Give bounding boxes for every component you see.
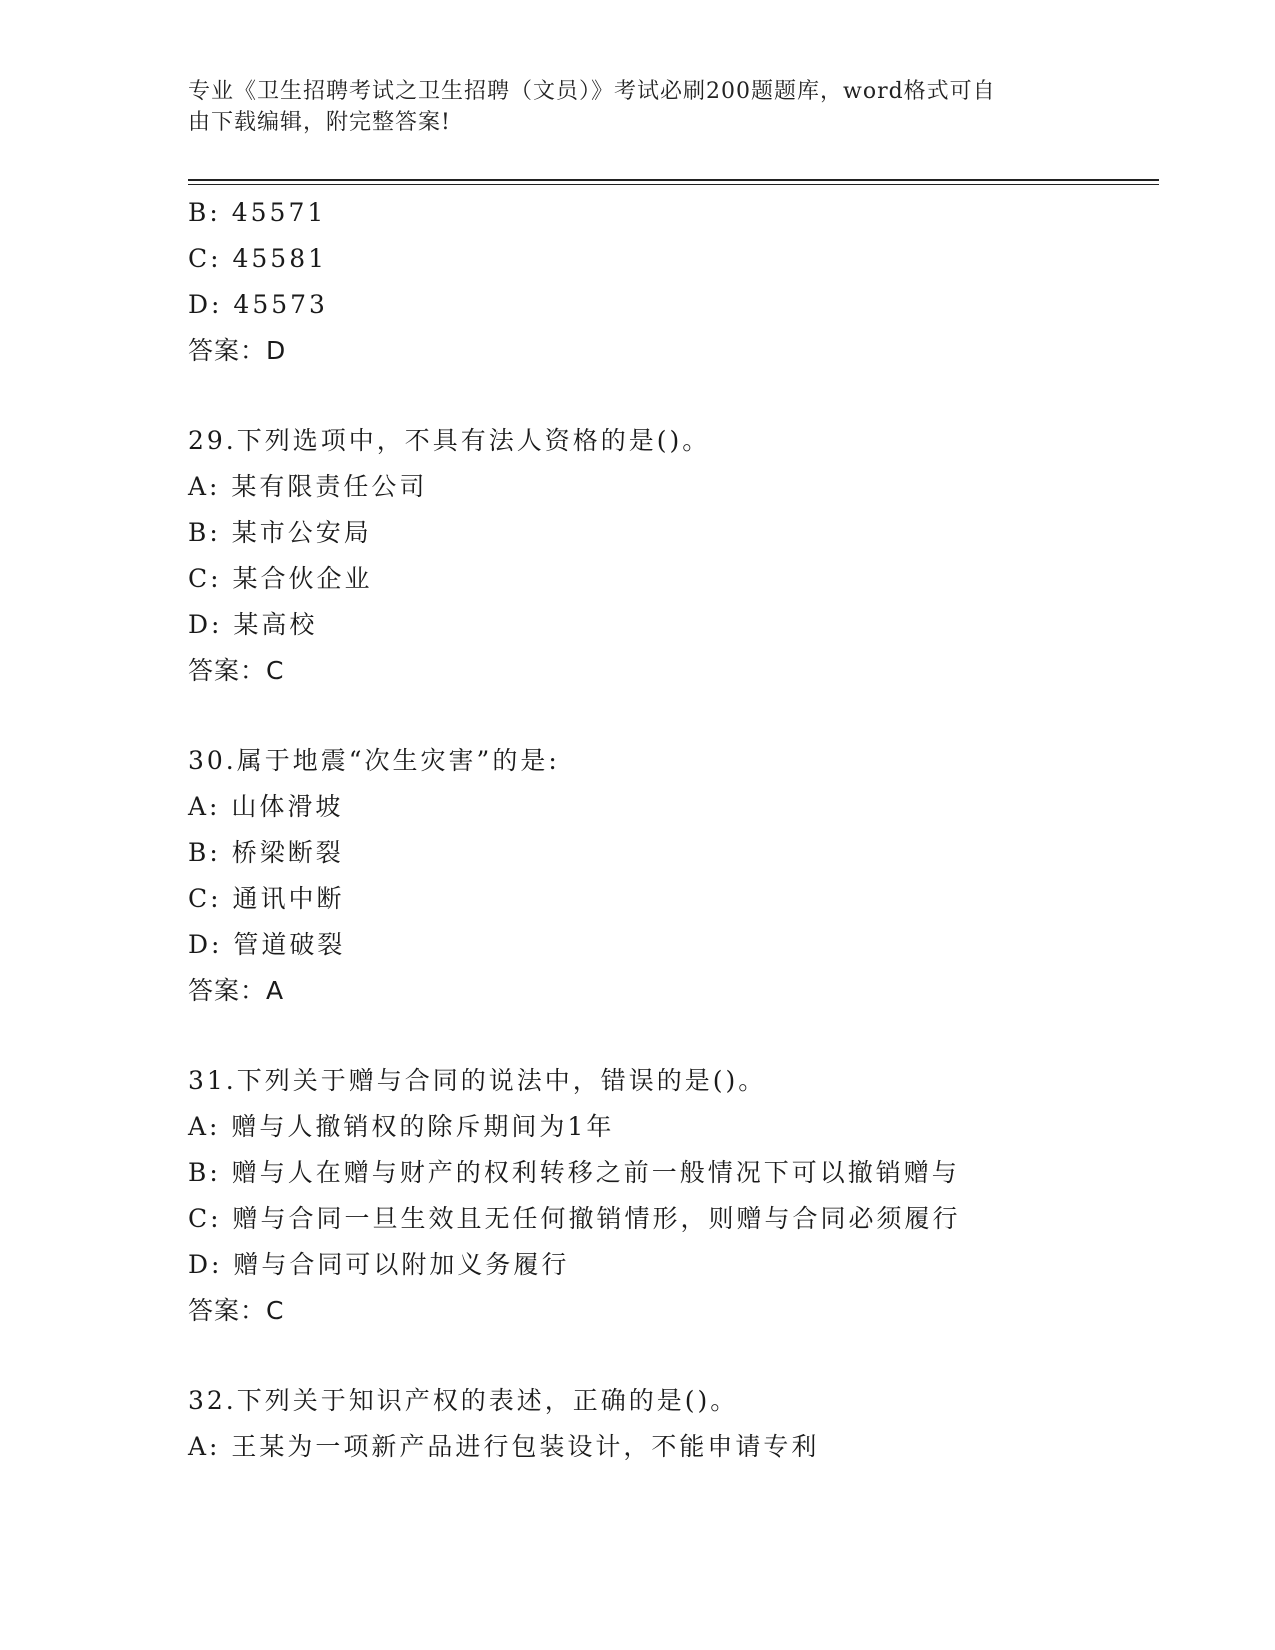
answer-line: 答案：D [188, 336, 287, 365]
answer-line: 答案：C [188, 1296, 285, 1325]
question-31 [188, 1058, 1188, 1334]
question-29 [188, 418, 1188, 694]
option-c: C: 通讯中断 [188, 884, 345, 913]
option-c: C: 某合伙企业 [188, 564, 373, 593]
option-b: B: 某市公安局 [188, 518, 372, 547]
option-a: A: 某有限责任公司 [188, 472, 428, 501]
question-fragment [188, 190, 1188, 374]
question-stem: 30.属于地震“次生灾害”的是: [188, 746, 560, 775]
question-stem: 31.下列关于赠与合同的说法中，错误的是()。 [188, 1066, 767, 1095]
option-b: B: 45571 [188, 198, 327, 227]
question-stem: 32.下列关于知识产权的表述，正确的是()。 [188, 1386, 739, 1415]
answer-line: 答案：A [188, 976, 285, 1005]
option-d: D: 赠与合同可以附加义务履行 [188, 1250, 570, 1279]
document-header [188, 76, 1068, 138]
header-line-2: 由下载编辑，附完整答案! [188, 110, 451, 135]
option-b: B: 赠与人在赠与财产的权利转移之前一般情况下可以撤销赠与 [188, 1158, 960, 1187]
header-line-1: 专业《卫生招聘考试之卫生招聘（文员）》考试必刷200题题库，word格式可自 [188, 79, 996, 104]
option-c: C: 45581 [188, 244, 328, 273]
option-d: D: 45573 [188, 290, 328, 319]
option-a: A: 山体滑坡 [188, 792, 344, 821]
option-d: D: 某高校 [188, 610, 318, 639]
header-divider-thick [188, 179, 1159, 181]
option-a: A: 赠与人撤销权的除斥期间为1年 [188, 1112, 615, 1141]
option-d: D: 管道破裂 [188, 930, 346, 959]
option-c: C: 赠与合同一旦生效且无任何撤销情形，则赠与合同必须履行 [188, 1204, 961, 1233]
question-stem: 29.下列选项中，不具有法人资格的是()。 [188, 426, 711, 455]
question-30 [188, 738, 1188, 1014]
answer-line: 答案：C [188, 656, 285, 685]
question-32 [188, 1378, 1188, 1470]
question-list [188, 190, 1188, 1470]
option-b: B: 桥梁断裂 [188, 838, 344, 867]
header-divider-thin [188, 184, 1159, 185]
option-a: A: 王某为一项新产品进行包装设计，不能申请专利 [188, 1432, 820, 1461]
